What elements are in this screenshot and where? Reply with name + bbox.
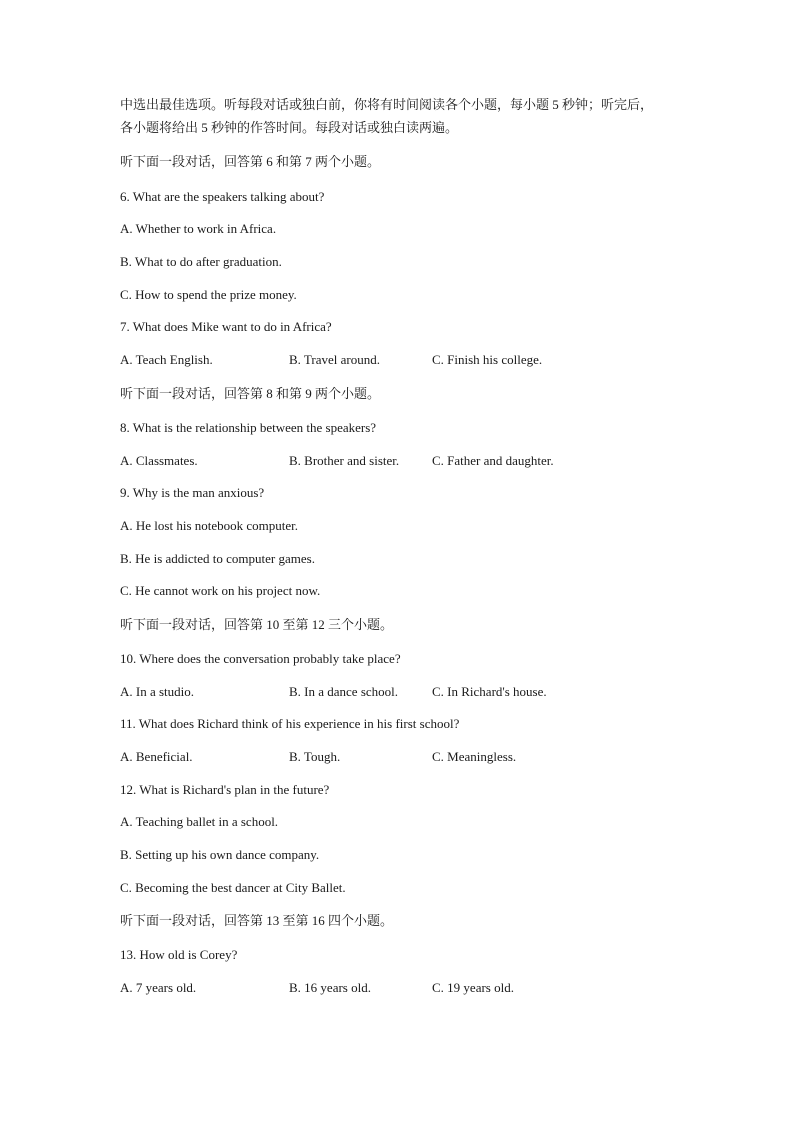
question-stem: 13. How old is Corey? [120,947,238,962]
option-c: C. Finish his college. [432,352,543,367]
section-heading: 听下面一段对话，回答第 6 和第 7 两个小题。 [120,154,381,169]
option-b: B. 16 years old. [289,980,371,995]
options-row [120,980,680,996]
option-a: A. Teaching ballet in a school. [120,814,279,829]
question-stem: 12. What is Richard's plan in the future? [120,782,330,797]
option-b: B. Tough. [289,749,341,764]
question-stem: 8. What is the relationship between the speakers? [120,420,377,435]
option-b: B. Setting up his own dance company. [120,847,320,862]
question-stem: 9. Why is the man anxious? [120,485,265,500]
question-stem: 11. What does Richard think of his experience in his first school? [120,716,460,731]
option-b: B. What to do after graduation. [120,254,282,269]
options-row [120,453,680,469]
section-heading: 听下面一段对话，回答第 13 至第 16 四个小题。 [120,913,394,928]
option-a: A. 7 years old. [120,980,197,995]
option-b: B. Travel around. [289,352,380,367]
option-a: A. Beneficial. [120,749,193,764]
option-c: C. In Richard's house. [432,684,547,699]
option-b: B. Brother and sister. [289,453,400,468]
intro-line-2: 各小题将给出 5 秒钟的作答时间。每段对话或独白读两遍。 [120,120,459,135]
option-b: B. In a dance school. [289,684,399,699]
option-c: C. He cannot work on his project now. [120,583,321,598]
section-heading: 听下面一段对话，回答第 10 至第 12 三个小题。 [120,617,394,632]
option-c: C. Becoming the best dancer at City Ballet. [120,880,346,895]
option-c: C. How to spend the prize money. [120,287,297,302]
options-row [120,749,680,765]
option-b: B. He is addicted to computer games. [120,551,315,566]
option-c: C. Father and daughter. [432,453,554,468]
option-a: A. Classmates. [120,453,198,468]
intro-line-1: 中选出最佳选项。听每段对话或独白前，你将有时间阅读各个小题，每小题 5 秒钟；听完后， [120,97,654,112]
question-stem: 10. Where does the conversation probably take place? [120,651,401,666]
section-heading: 听下面一段对话，回答第 8 和第 9 两个小题。 [120,386,381,401]
option-c: C. 19 years old. [432,980,514,995]
option-a: A. In a studio. [120,684,195,699]
option-a: A. Whether to work in Africa. [120,221,277,236]
question-stem: 7. What does Mike want to do in Africa? [120,319,332,334]
options-row [120,684,680,700]
option-a: A. He lost his notebook computer. [120,518,299,533]
options-row [120,352,680,368]
option-a: A. Teach English. [120,352,213,367]
option-c: C. Meaningless. [432,749,517,764]
question-stem: 6. What are the speakers talking about? [120,189,325,204]
